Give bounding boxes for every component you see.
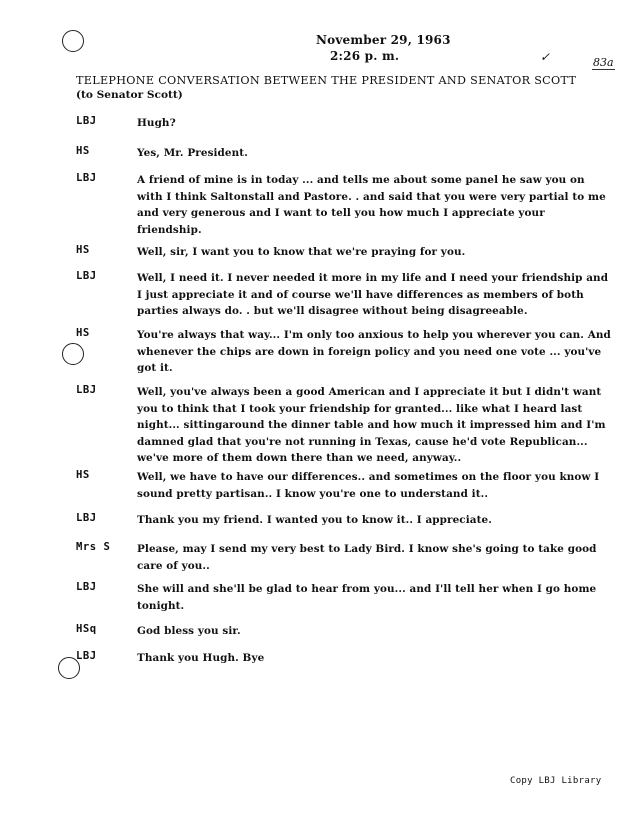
speech-text: Well, you've always been a good American and I appreciate it but I didn't want you to think that I took your friendship for granted... like what I heard last night... sittingaround the dinner table and how much it impressed him and I'm damned glad that you're not running in Texas, cause he'd vote Republican... we've more of them down there than we need, anyway..	[137, 386, 606, 464]
handwritten-page-number: 83a	[593, 56, 614, 69]
document-heading	[76, 74, 576, 102]
speech-text: Well, we have to have our differences.. and sometimes on the floor you know I sound pretty partisan.. I know you're one to understand it..	[137, 471, 600, 500]
punch-hole-middle	[62, 343, 84, 365]
speech-text: Please, may I send my very best to Lady Bird. I know she's going to take good care of you..	[137, 543, 597, 572]
speech-text: Thank you Hugh. Bye	[137, 652, 265, 664]
speech-text: God bless you sir.	[137, 625, 241, 637]
speaker-label: HS	[76, 244, 90, 256]
speaker-label: LBJ	[76, 172, 97, 184]
speech-text: Well, I need it. I never needed it more in my life and I need your friendship and I just appreciate it and of course we'll have differences as members of both parties always do. . but we'll disagree without being disagreeable.	[137, 272, 609, 317]
speaker-label: LBJ	[76, 581, 97, 593]
handwritten-check-mark: ✓	[540, 50, 551, 64]
library-copy-stamp: Copy LBJ Library	[510, 776, 602, 786]
document-time: 2:26 p. m.	[330, 49, 400, 63]
speaker-label: LBJ	[76, 650, 97, 662]
document-date: November 29, 1963	[316, 33, 451, 47]
speaker-label: LBJ	[76, 270, 97, 282]
speech-text: Yes, Mr. President.	[137, 147, 248, 159]
speech-text: A friend of mine is in today ... and tells me about some panel he saw you on with I think Saltonstall and Pastore. . and said that you were very partial to me and very generous and I want to tell you how much I appreciate your friendship.	[137, 174, 606, 236]
speaker-label: Mrs S	[76, 541, 111, 553]
speech-text: She will and she'll be glad to hear from you... and I'll tell her when I go home tonight.	[137, 583, 597, 612]
speaker-label: HS	[76, 145, 90, 157]
document-date-block	[316, 32, 451, 64]
speaker-label: LBJ	[76, 384, 97, 396]
speech-text: Well, sir, I want you to know that we're praying for you.	[137, 246, 466, 258]
heading-title: TELEPHONE CONVERSATION BETWEEN THE PRESIDENT AND SENATOR SCOTT	[76, 74, 577, 87]
speech-text: Hugh?	[137, 117, 176, 129]
speech-text: You're always that way... I'm only too anxious to help you wherever you can. And whenever the chips are down in foreign policy and you need one vote ... you've got it.	[137, 329, 611, 374]
punch-hole-top	[62, 30, 84, 52]
speaker-label: LBJ	[76, 512, 97, 524]
speaker-label: HS	[76, 469, 90, 481]
speech-text: Thank you my friend. I wanted you to know it.. I appreciate.	[137, 514, 492, 526]
speaker-label: HS	[76, 327, 90, 339]
speaker-label: HSq	[76, 623, 97, 635]
heading-subtitle: (to Senator Scott)	[76, 89, 183, 101]
speaker-label: LBJ	[76, 115, 97, 127]
